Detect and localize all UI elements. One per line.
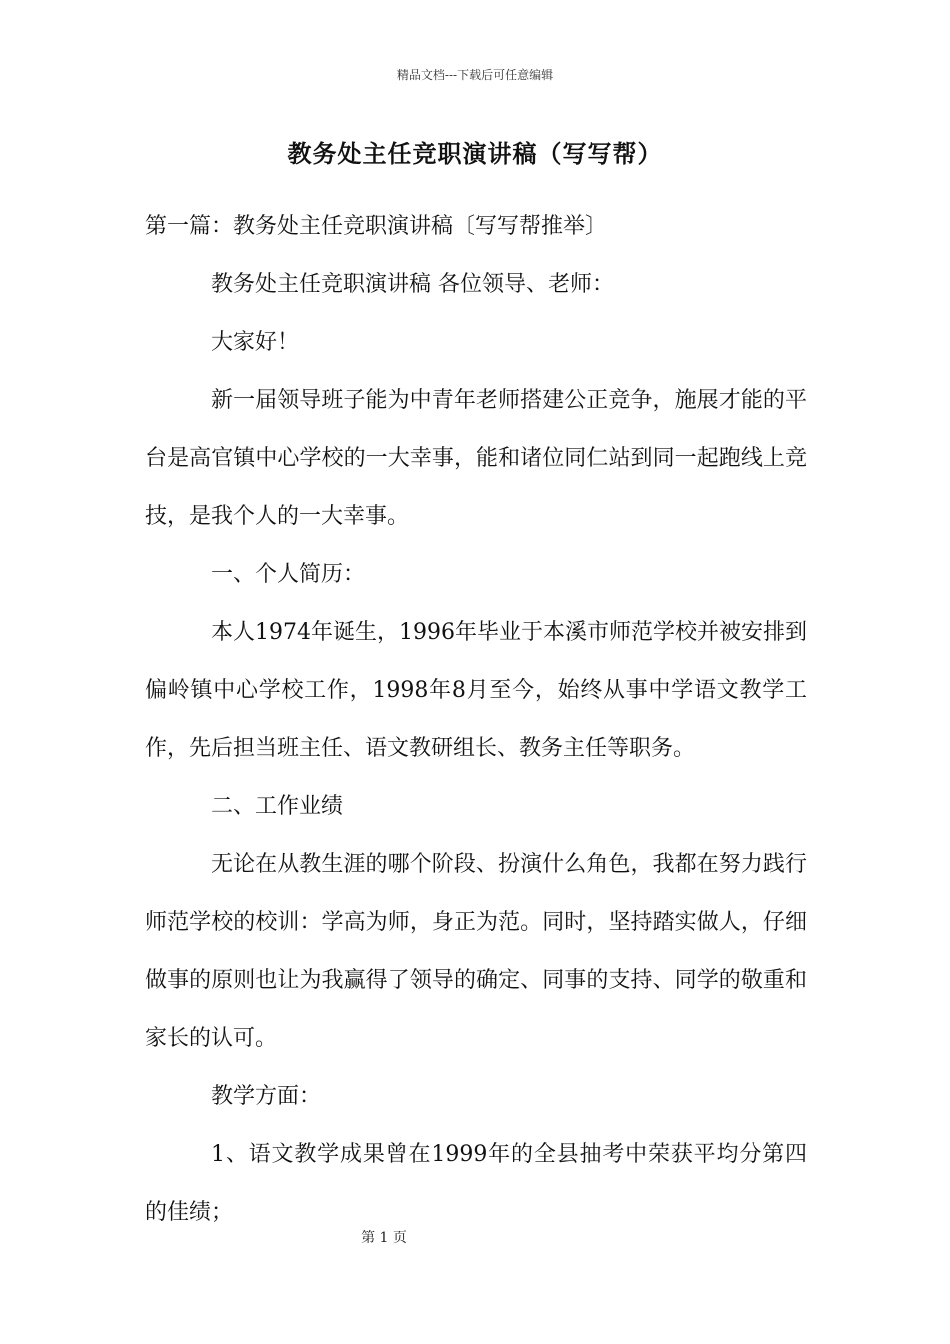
paragraph: 1、语文教学成果曾在1999年的全县抽考中荣获平均分第四的佳绩；: [145, 1142, 807, 1225]
paragraph: 第一篇：教务处主任竞职演讲稿〔写写帮推举〕: [145, 214, 608, 239]
paragraph: 新一届领导班子能为中青年老师搭建公正竞争，施展才能的平台是高官镇中心学校的一大幸事，能和诸位同仁站到同一起跑线上竞技，是我个人的一大幸事。: [145, 388, 807, 529]
paragraph: 无论在从教生涯的哪个阶段、扮演什么角色，我都在努力践行师范学校的校训：学高为师，身正为范。同时，坚持踏实做人，仔细做事的原则也让为我赢得了领导的确定、同事的支持、同学的敬重和家长的认可。: [145, 852, 807, 1051]
paragraph: 教学方面：: [211, 1084, 322, 1109]
paragraph: 二、工作业绩: [211, 794, 344, 819]
paragraph: 教务处主任竞职演讲稿 各位领导、老师：: [211, 272, 614, 297]
paragraph: 大家好！: [211, 330, 300, 355]
paragraph: 一、个人简历：: [211, 562, 366, 587]
paragraph: 本人1974年诞生，1996年毕业于本溪市师范学校并被安排到偏岭镇中心学校工作，1998年8月至今，始终从事中学语文教学工作，先后担当班主任、语文教研组长、教务主任等职务。: [145, 620, 807, 761]
document-body: [145, 198, 807, 1242]
page-number: 第 1 页: [361, 1230, 407, 1246]
document-title: 教务处主任竞职演讲稿（写写帮）: [287, 139, 663, 168]
header-note: 精品文档---下载后可任意编辑: [396, 68, 554, 82]
